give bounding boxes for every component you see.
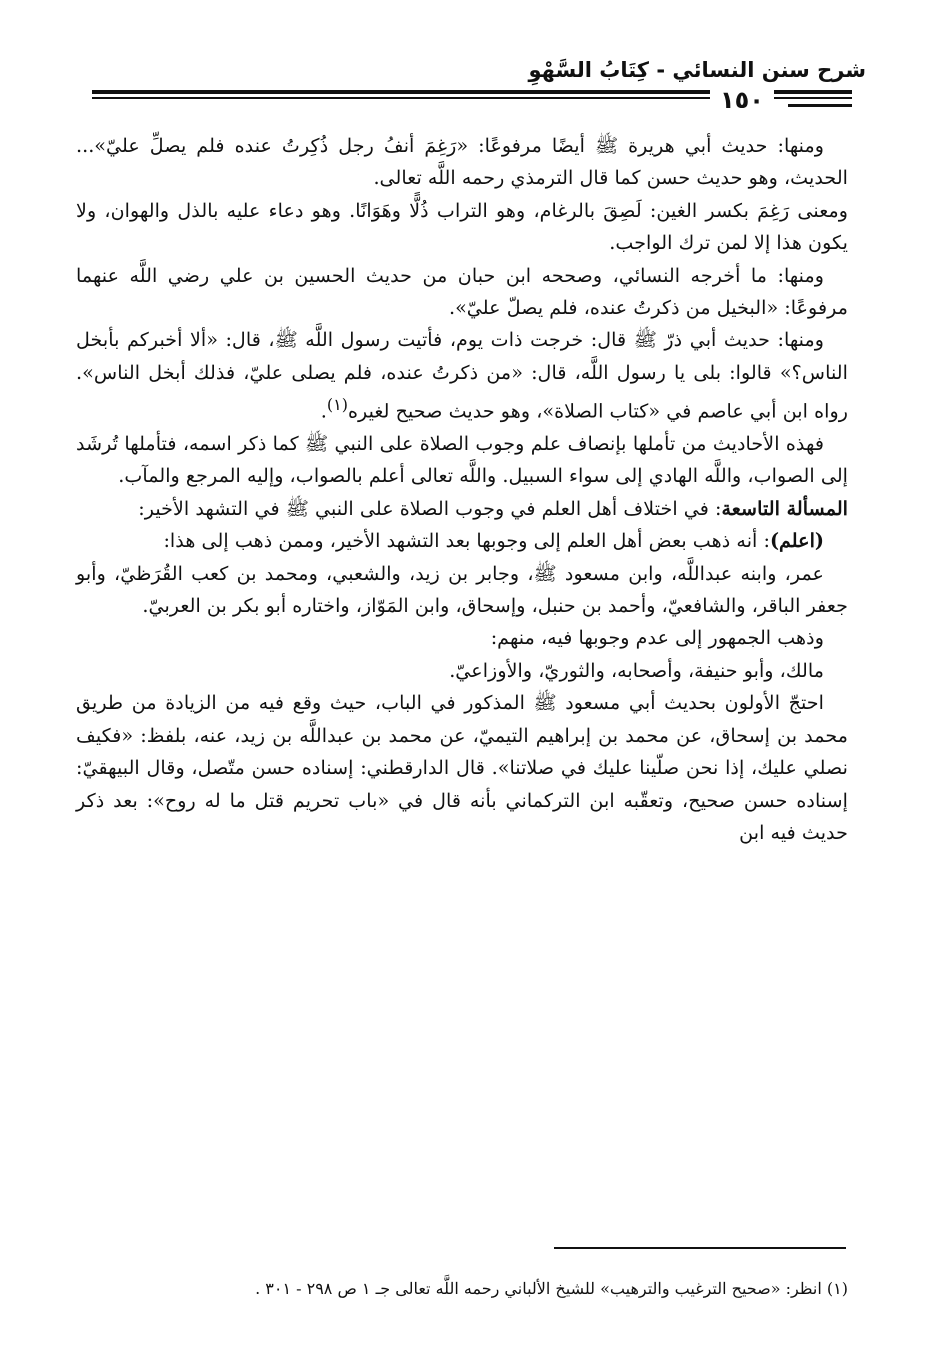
page-number-rule [788, 104, 852, 107]
paragraph-evidence: احتجّ الأولون بحديث أبي مسعود ﷺ المذكور في الباب، حيث وقع فيه من الزيادة من طريق محمد بن إسحاق، عن محمد بن إبراهيم التيميّ، عن محمد بن عبداللَّه بن زيد، عنه، بلفظ: «فكيف نصلي عليك، إذا نحن صلّينا عليك في صلاتنا». قال الدارقطني: إسناده حسن متّصل، وقال البيهقيّ: إسناده حسن صحيح، وتعقّبه ابن التركماني بأنه قال في «باب تحريم قتل ما له روح»: بعد ذكر حديث فيه ابن [76, 691, 848, 844]
main-text [76, 130, 848, 849]
issue-text: : في اختلاف أهل العلم في وجوب الصلاة على النبي ﷺ في التشهد الأخير: [138, 496, 722, 520]
know-heading: (اعلم) [769, 529, 824, 553]
know-text: : أنه ذهب بعض أهل العلم إلى وجوبها بعد التشهد الأخير، وممن ذهب إلى هذا: [163, 529, 770, 553]
footnote-rule [554, 1247, 846, 1249]
paragraph-ninth-issue [76, 493, 848, 525]
paragraph-hadith-abu-dharr-text: ومنها: حديث أبي ذرّ ﷺ قال: خرجت ذات يوم، فأتيت رسول اللَّه ﷺ، قال: «ألا أخبركم بأبخل الناس؟» قالوا: بلى يا رسول اللَّه، قال: «من ذكرتُ عنده، فلم يصلى عليّ، فذلك أبخل الناس». رواه ابن أبي عاصم في «كتاب الصلاة»، وهو حديث صحيح لغيره [76, 328, 848, 423]
paragraph-hadith-abu-dharr [76, 324, 848, 428]
page-number: ١٥٠ [710, 86, 774, 114]
footnote: (١) انظر: «صحيح الترغيب والترهيب» للشيخ الألباني رحمه اللَّه تعالى جـ ١ ص ٢٩٨ - ٣٠١ . [255, 1279, 848, 1298]
footnote-reference: (١) [326, 395, 348, 415]
paragraph-know [76, 525, 848, 557]
paragraph-scholars-obligatory: عمر، وابنه عبداللَّه، وابن مسعود ﷺ، وجابر بن زيد، والشعبي، ومحمد بن كعب القُرَظيّ، وأبو جعفر الباقر، والشافعيّ، وأحمد بن حنبل، وإسحاق، وابن المَوّاز، واختاره أبو بكر بن العربيّ. [76, 561, 848, 618]
issue-heading: المسألة التاسعة [721, 496, 848, 520]
running-title: شرح سنن النسائي - كِتَابُ السَّهْوِ [528, 58, 866, 82]
paragraph-end-mark: . [320, 399, 327, 423]
paragraph-majority-names: مالك، وأبو حنيفة، وأصحابه، والثوريّ، والأوزاعيّ. [449, 658, 824, 682]
paragraph-hadith-husayn: ومنها: ما أخرجه النسائي، وصححه ابن حبان من حديث الحسين بن علي رضي اللَّه عنهما مرفوعًا: «البخيل من ذكرتُ عنده، فلم يصلّ عليّ». [76, 263, 848, 320]
paragraph-majority: وذهب الجمهور إلى عدم وجوبها فيه، منهم: [490, 626, 824, 650]
paragraph-meaning-raghima: ومعنى رَغِمَ بكسر الغين: لَصِقَ بالرغام، وهو التراب ذُلًّا وهَوَانًا. وهو دعاء عليه بالذل والهوان، ولا يكون هذا إلا لمن ترك الواجب. [76, 198, 848, 255]
paragraph-conclusion: فهذه الأحاديث من تأملها بإنصاف علم وجوب الصلاة على النبي ﷺ كما ذكر اسمه، فتأملها تُرشَد إلى الصواب، واللَّه الهادي إلى سواء السبيل. واللَّه تعالى أعلم بالصواب، وإليه المرجع والمآب. [76, 432, 848, 488]
paragraph-hadith-abu-hurayra: ومنها: حديث أبي هريرة ﷺ أيضًا مرفوعًا: «رَغِمَ أنفُ رجل ذُكِرتُ عنده فلم يصلِّ عليّ»... الحديث، وهو حديث حسن كما قال الترمذي رحمه اللَّه تعالى. [76, 134, 848, 190]
